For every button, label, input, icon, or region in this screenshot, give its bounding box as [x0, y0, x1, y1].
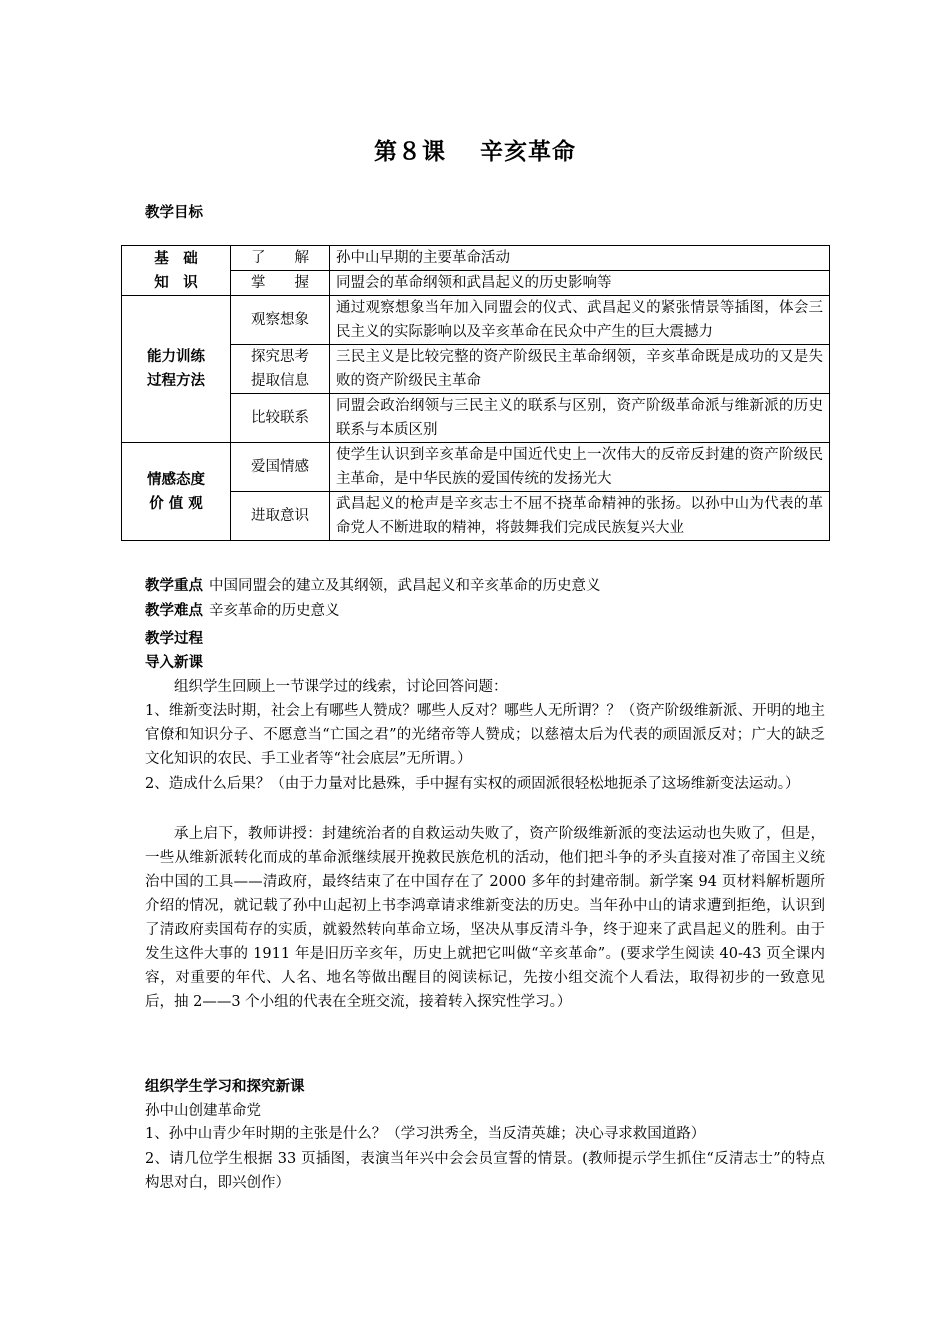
category-ability: 能力训练 过程方法 — [122, 296, 231, 443]
lesson-number: 第８课 — [374, 139, 446, 165]
category-emotion: 情感态度 价 值 观 — [122, 443, 231, 541]
objective-content: 孙中山早期的主要革命活动 — [330, 246, 830, 271]
study-question-1: 1、孙中山青少年时期的主张是什么？（学习洪秀全，当反清英雄；决心寻求救国道路） — [145, 1126, 706, 1142]
difficulty: 教学难点 辛亥革命的历史意义 — [145, 603, 340, 619]
objective-content: 通过观察想象当年加入同盟会的仪式、武昌起义的紧张情景等插图，体会三民主义的实际影响以及辛亥革命在民众中产生的巨大震撼力 — [330, 296, 830, 345]
objective-content: 武昌起义的枪声是辛亥志士不屈不挠革命精神的张扬。以孙中山为代表的革命党人不断进取的精神，将鼓舞我们完成民族复兴大业 — [330, 492, 830, 541]
objectives-table — [121, 245, 830, 541]
sub-label: 爱国情感 — [231, 443, 330, 492]
sub-heading: 孙中山创建革命党 — [145, 1103, 261, 1119]
table-row — [122, 246, 830, 271]
sub-label: 探究思考 提取信息 — [231, 345, 330, 394]
objective-content: 三民主义是比较完整的资产阶级民主革命纲领，辛亥革命既是成功的又是失败的资产阶级民主革命 — [330, 345, 830, 394]
sub-label: 比较联系 — [231, 394, 330, 443]
sub-label: 进取意识 — [231, 492, 330, 541]
question-1: 1、维新变法时期，社会上有哪些人赞成？哪些人反对？哪些人无所谓？？（资产阶级维新派、开明的地主官僚和知识分子、不愿意当“亡国之君”的光绪帝等人赞成；以慈禧太后为代表的顽固派反对；广大的缺乏文化知识的农民、手工业者等“社会底层”无所谓。） — [145, 703, 825, 767]
lesson-name: 辛亥革命 — [480, 139, 576, 165]
transition-paragraph: 承上启下，教师讲授：封建统治者的自救运动失败了，资产阶级维新派的变法运动也失败了，但是，一些从维新派转化而成的革命派继续展开挽救民族危机的活动，他们把斗争的矛头直接对准了帝国主义统治中国的工具——清政府，最终结束了在中国存在了 2000 多年的封建帝制。新学案 94 页材料解析题所介绍的情况，就记载了孙中山起初上书李鸿章请求维新变法的历史。当年孙中山的请求遭到拒绝，认识到了清政府卖国苟存的实质，就毅然转向革命立场，坚决从事反清斗争，终于迎来了武昌起义的胜利。由于发生这件大事的 1911 年是旧历辛亥年，历史上就把它叫做“辛亥革命”。(要求学生阅读 40-43 页全课内容，对重要的年代、人名、地名等做出醒目的阅读标记，先按小组交流个人看法，取得初步的一致意见后，抽 2——3 个小组的代表在全班交流，接着转入探究性学习。） — [145, 826, 825, 1010]
objective-content: 使学生认识到辛亥革命是中国近代史上一次伟大的反帝反封建的资产阶级民主革命，是中华民族的爱国传统的发扬光大 — [330, 443, 830, 492]
sub-label: 掌 握 — [231, 271, 330, 296]
table-row — [122, 443, 830, 492]
intro-heading: 导入新课 — [145, 655, 203, 671]
table-row — [122, 296, 830, 345]
study-question-2: 2、请几位学生根据 33 页插图，表演当年兴中会会员宣誓的情景。(教师提示学生抓住“反清志士”的特点构思对白，即兴创作） — [145, 1151, 825, 1191]
intro-paragraph: 组织学生回顾上一节课学过的线索，讨论回答问题： — [174, 679, 508, 695]
sub-label: 了 解 — [231, 246, 330, 271]
study-heading: 组织学生学习和探究新课 — [145, 1079, 305, 1095]
process-heading: 教学过程 — [145, 631, 203, 647]
category-basic: 基 础 知 识 — [122, 246, 231, 296]
question-2: 2、造成什么后果？（由于力量对比悬殊，手中握有实权的顽固派很轻松地扼杀了这场维新变法运动。） — [145, 776, 800, 792]
key-point: 教学重点 中国同盟会的建立及其纲领，武昌起义和辛亥革命的历史意义 — [145, 578, 601, 594]
objectives-heading: 教学目标 — [145, 205, 203, 221]
objective-content: 同盟会政治纲领与三民主义的联系与区别，资产阶级革命派与维新派的历史联系与本质区别 — [330, 394, 830, 443]
sub-label: 观察想象 — [231, 296, 330, 345]
objective-content: 同盟会的革命纲领和武昌起义的历史影响等 — [330, 271, 830, 296]
page-title — [0, 133, 950, 166]
